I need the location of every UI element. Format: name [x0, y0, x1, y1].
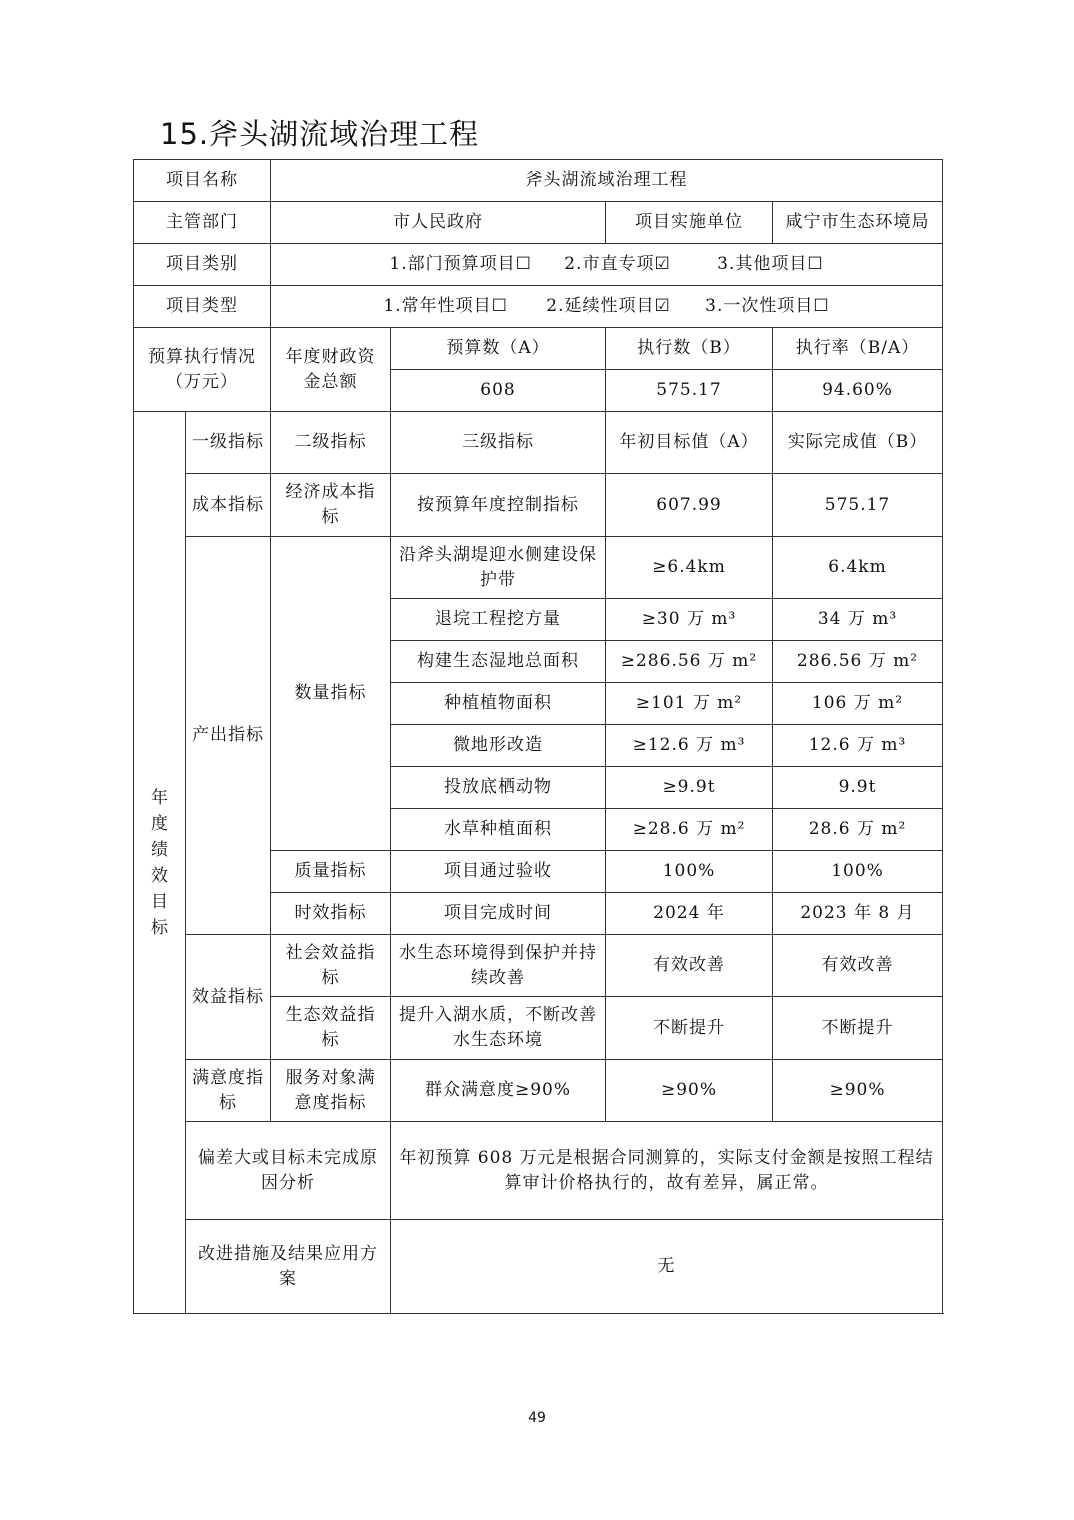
department-label: 主管部门 [134, 202, 271, 244]
row-goals-header [134, 412, 943, 474]
quantity-target: ≥6.4km [606, 537, 773, 599]
cost-level2: 经济成本指标 [271, 474, 391, 537]
quantity-actual: 9.9t [773, 767, 943, 809]
type-label: 项目类型 [134, 286, 271, 328]
project-name-value: 斧头湖流域治理工程 [271, 160, 943, 202]
annual-goals-label: 年度绩效目标 [134, 412, 186, 1314]
budget-value-rate: 94.60% [773, 370, 943, 412]
page-title: 15.斧头湖流域治理工程 [160, 117, 480, 151]
quality-level2: 质量指标 [271, 851, 391, 893]
satisfaction-level3: 群众满意度≥90% [391, 1060, 606, 1122]
page-number: 49 [528, 1410, 546, 1426]
header-level3: 三级指标 [391, 412, 606, 474]
quality-level3: 项目通过验收 [391, 851, 606, 893]
budget-col-b: 执行数（B） [606, 328, 773, 370]
timeliness-level2: 时效指标 [271, 893, 391, 935]
type-option-2: 2.延续性项目☑ [546, 296, 671, 316]
satisfaction-target: ≥90% [606, 1060, 773, 1122]
budget-value-a: 608 [391, 370, 606, 412]
ecological-level2: 生态效益指标 [271, 997, 391, 1060]
improvement-label: 改进措施及结果应用方案 [186, 1220, 391, 1314]
quantity-target: ≥101 万 m² [606, 683, 773, 725]
row-project-name [134, 160, 943, 202]
quantity-target: ≥286.56 万 m² [606, 641, 773, 683]
header-level2: 二级指标 [271, 412, 391, 474]
row-cost [134, 474, 943, 537]
quantity-actual: 106 万 m² [773, 683, 943, 725]
row-department [134, 202, 943, 244]
quantity-actual: 28.6 万 m² [773, 809, 943, 851]
row-satisfaction [134, 1060, 943, 1122]
benefit-level1: 效益指标 [186, 935, 271, 1060]
budget-col-rate: 执行率（B/A） [773, 328, 943, 370]
row-social-benefit [134, 935, 943, 997]
quality-actual: 100% [773, 851, 943, 893]
project-name-label: 项目名称 [134, 160, 271, 202]
header-actual: 实际完成值（B） [773, 412, 943, 474]
cost-actual: 575.17 [773, 474, 943, 537]
quantity-level3: 种植植物面积 [391, 683, 606, 725]
quantity-level3: 微地形改造 [391, 725, 606, 767]
performance-table [133, 159, 943, 1314]
quantity-level2: 数量指标 [271, 537, 391, 851]
social-level3: 水生态环境得到保护并持续改善 [391, 935, 606, 997]
implementing-unit-label: 项目实施单位 [606, 202, 773, 244]
quantity-actual: 286.56 万 m² [773, 641, 943, 683]
quantity-target: ≥28.6 万 m² [606, 809, 773, 851]
budget-value-b: 575.17 [606, 370, 773, 412]
quantity-level3: 沿斧头湖堤迎水侧建设保护带 [391, 537, 606, 599]
header-level1: 一级指标 [186, 412, 271, 474]
cost-level3: 按预算年度控制指标 [391, 474, 606, 537]
timeliness-actual: 2023 年 8 月 [773, 893, 943, 935]
header-target: 年初目标值（A） [606, 412, 773, 474]
timeliness-level3: 项目完成时间 [391, 893, 606, 935]
category-option-3: 3.其他项目☐ [717, 254, 824, 274]
quantity-target: ≥12.6 万 m³ [606, 725, 773, 767]
type-option-1: 1.常年性项目☐ [383, 296, 508, 316]
timeliness-target: 2024 年 [606, 893, 773, 935]
category-option-1: 1.部门预算项目☐ [389, 254, 532, 274]
satisfaction-level1: 满意度指 标 [186, 1060, 271, 1122]
budget-sub-label: 年度财政资金总额 [271, 328, 391, 412]
row-budget-header [134, 328, 943, 370]
department-value: 市人民政府 [271, 202, 606, 244]
cost-level1: 成本指标 [186, 474, 271, 537]
budget-col-a: 预算数（A） [391, 328, 606, 370]
satisfaction-actual: ≥90% [773, 1060, 943, 1122]
quantity-level3: 投放底栖动物 [391, 767, 606, 809]
quantity-level3: 水草种植面积 [391, 809, 606, 851]
satisfaction-level2: 服务对象满意度指标 [271, 1060, 391, 1122]
quantity-level3: 构建生态湿地总面积 [391, 641, 606, 683]
category-label: 项目类别 [134, 244, 271, 286]
category-option-2: 2.市直专项☑ [564, 254, 671, 274]
improvement-text: 无 [391, 1220, 943, 1314]
row-category [134, 244, 943, 286]
ecological-actual: 不断提升 [773, 997, 943, 1060]
implementing-unit-value: 咸宁市生态环境局 [773, 202, 943, 244]
social-level2: 社会效益指标 [271, 935, 391, 997]
deviation-label: 偏差大或目标未完成原因分析 [186, 1122, 391, 1220]
table-row [134, 537, 943, 599]
quantity-actual: 6.4km [773, 537, 943, 599]
ecological-level3: 提升入湖水质，不断改善水生态环境 [391, 997, 606, 1060]
type-options [271, 286, 943, 328]
social-actual: 有效改善 [773, 935, 943, 997]
row-type [134, 286, 943, 328]
quantity-actual: 12.6 万 m³ [773, 725, 943, 767]
row-improvement [134, 1220, 943, 1314]
deviation-text: 年初预算 608 万元是根据合同测算的，实际支付金额是按照工程结算审计价格执行的，故有差异，属正常。 [391, 1122, 943, 1220]
quantity-level3: 退垸工程挖方量 [391, 599, 606, 641]
row-deviation [134, 1122, 943, 1220]
ecological-target: 不断提升 [606, 997, 773, 1060]
social-target: 有效改善 [606, 935, 773, 997]
cost-target: 607.99 [606, 474, 773, 537]
category-options [271, 244, 943, 286]
quality-target: 100% [606, 851, 773, 893]
quantity-target: ≥30 万 m³ [606, 599, 773, 641]
budget-label: 预算执行情况（万元） [134, 328, 271, 412]
type-option-3: 3.一次性项目☐ [705, 296, 830, 316]
quantity-actual: 34 万 m³ [773, 599, 943, 641]
quantity-target: ≥9.9t [606, 767, 773, 809]
output-level1: 产出指标 [186, 537, 271, 935]
